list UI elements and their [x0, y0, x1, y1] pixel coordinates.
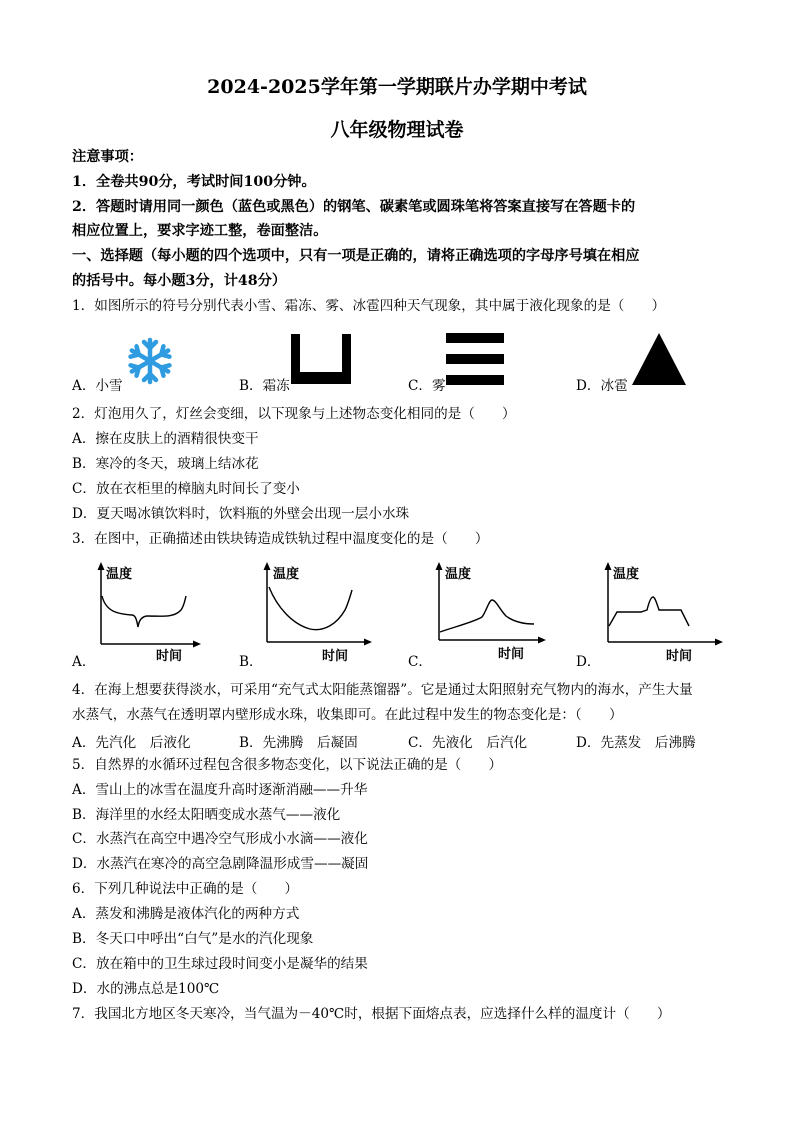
notes-item-2-line1: 2．答题时请用同一颜色（蓝色或黑色）的钢笔、碳素笔或圆珠笔将答案直接写在答题卡的: [72, 199, 636, 215]
q1-option-c: C．雾: [408, 378, 446, 394]
q1-option-b: B．霜冻: [239, 378, 290, 394]
q2-option-b: B．寒冷的冬天，玻璃上结冰花: [72, 456, 259, 472]
q5-option-c: C．水蒸汽在高空中遇冷空气形成小水滴——液化: [72, 831, 368, 847]
q5-option-b: B．海洋里的水经太阳晒变成水蒸气——液化: [72, 807, 341, 823]
graph-d: [603, 562, 723, 662]
fog-icon: [446, 333, 504, 385]
section-heading-line2: 的括号中。每小题3分，计48分）: [72, 273, 287, 289]
frost-icon: [291, 334, 351, 384]
exam-subtitle: 八年级物理试卷: [330, 119, 464, 141]
q4-option-b: B．先沸腾 后凝固: [239, 735, 358, 751]
section-heading-line1: 一、选择题（每小题的四个选项中，只有一项是正确的，请将正确选项的字母序号填在相应: [72, 248, 640, 264]
q5-option-d: D．水蒸汽在寒冷的高空急剧降温形成雪——凝固: [72, 856, 369, 872]
q6-option-d: D．水的沸点总是100℃: [72, 981, 220, 997]
q6-stem: 6．下列几种说法中正确的是（ ）: [72, 881, 299, 897]
q7-stem: 7．我国北方地区冬天寒冷，当气温为－40℃时，根据下面熔点表，应选择什么样的温度计（ ）: [72, 1006, 671, 1022]
q1-option-d: D．冰雹: [576, 378, 628, 394]
notes-heading: 注意事项：: [72, 149, 143, 165]
graph-c-xlabel: 时间: [498, 647, 525, 662]
q2-option-c: C．放在衣柜里的樟脑丸时间长了变小: [72, 481, 300, 497]
graph-a-ylabel: 温度: [106, 567, 133, 582]
graph-d-xlabel: 时间: [666, 649, 693, 664]
q5-stem: 5．自然界的水循环过程包含很多物态变化，以下说法正确的是（ ）: [72, 757, 503, 773]
q5-option-a: A．雪山上的冰雪在温度升高时逐渐消融——升华: [72, 782, 368, 798]
graph-b-ylabel: 温度: [273, 567, 300, 582]
q6-option-c: C．放在箱中的卫生球过段时间变小是凝华的结果: [72, 956, 368, 972]
q2-stem: 2．灯泡用久了，灯丝会变细，以下现象与上述物态变化相同的是（ ）: [72, 406, 516, 422]
graph-c-ylabel: 温度: [445, 567, 472, 582]
q2-option-d: D．夏天喝冰镇饮料时，饮料瓶的外壁会出现一层小水珠: [72, 506, 410, 522]
q1-option-a: A．小雪: [72, 378, 123, 394]
q1-stem: 1．如图所示的符号分别代表小雪、霜冻、雾、冰雹四种天气现象，其中属于液化现象的是（ ）: [72, 298, 666, 314]
q3-option-b: B．: [239, 654, 263, 670]
q4-option-a: A．先汽化 后液化: [72, 735, 191, 751]
q3-option-d: D．: [576, 654, 601, 670]
q4-option-d: D．先蒸发 后沸腾: [576, 735, 696, 751]
q3-option-c: C．: [408, 654, 432, 670]
snowflake-icon: [126, 337, 174, 385]
q4-stem-line2: 水蒸气，水蒸气在透明罩内壁形成水珠，收集即可。在此过程中发生的物态变化是：（ ）: [72, 707, 623, 723]
q3-option-a: A．: [72, 654, 96, 670]
notes-item-1: 1．全卷共90分，考试时间100分钟。: [72, 174, 316, 190]
graph-d-ylabel: 温度: [613, 567, 640, 582]
graph-c: [434, 562, 546, 662]
q4-stem-line1: 4．在海上想要获得淡水，可采用“充气式太阳能蒸馏器”。它是通过太阳照射充气物内的海水，产生大量: [72, 682, 693, 698]
graph-a: [96, 562, 201, 662]
q2-option-a: A．擦在皮肤上的酒精很快变干: [72, 431, 259, 447]
graph-a-xlabel: 时间: [156, 649, 183, 664]
hail-icon: [632, 333, 686, 385]
notes-item-2-line2: 相应位置上，要求字迹工整，卷面整洁。: [72, 223, 328, 239]
q4-option-c: C．先液化 后汽化: [408, 735, 528, 751]
q6-option-a: A．蒸发和沸腾是液体汽化的两种方式: [72, 906, 300, 922]
graph-b: [262, 562, 372, 662]
q3-stem: 3．在图中，正确描述由铁块铸造成铁轨过程中温度变化的是（ ）: [72, 531, 489, 547]
q6-option-b: B．冬天口中呼出“白气”是水的汽化现象: [72, 931, 314, 947]
graph-b-xlabel: 时间: [322, 649, 349, 664]
exam-title: 2024-2025学年第一学期联片办学期中考试: [207, 76, 587, 98]
